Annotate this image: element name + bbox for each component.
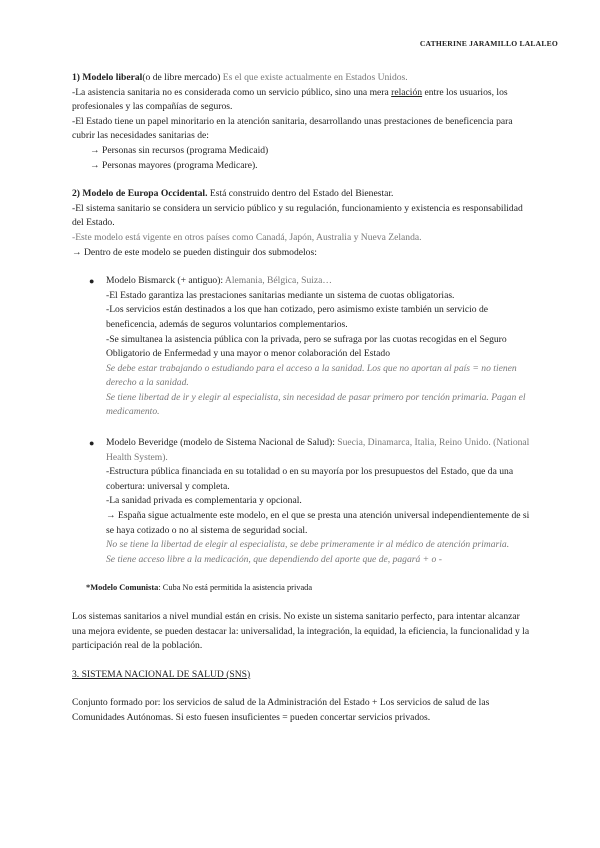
beveridge-title-text: Modelo Beveridge (modelo de Sistema Nacional de Salud):	[106, 437, 338, 449]
beveridge-line-3: → España sigue actualmente este modelo, en el que se presta una atención universal independientemente de si se haya cotizado o no al sistema de seguridad social.	[106, 510, 530, 536]
bismarck-line-3: -Se simultanea la asistencia pública con la privada, pero se sufraga por las cuotas recogidas en el Seguro Obligatorio de Enfermedad y una mayor o menor colaboración del Estado	[106, 333, 507, 360]
section-2-line-2: -Este modelo está vigente en otros países como Canadá, Japón, Australia y Nueva Zelanda.	[72, 231, 422, 243]
section-1-line-1-a: -La asistencia sanitaria no es considerada como un servicio público, sino una mera	[72, 86, 392, 98]
section-2-line-3: → Dentro de este modelo se pueden distinguir dos submodelos:	[72, 246, 317, 258]
bismarck-line-1: -El Estado garantiza las prestaciones sanitarias mediante un sistema de cuotas obligatorias.	[106, 289, 455, 301]
communist-model-label: *Modelo Comunista	[86, 583, 159, 593]
beveridge-line-1: -Estructura pública financiada en su totalidad o en su mayoría por los presupuestos del Estado, que da una cobertura: universal y completa.	[106, 466, 514, 492]
beveridge-countries: Suecia, Dinamarca, Italia, Reino Unido. (National Health System).	[106, 437, 530, 463]
document-body	[72, 71, 530, 726]
section-3-body: Conjunto formado por: los servicios de salud de la Administración del Estado + Los servicios de salud de las Comunidades Autónomas. Si esto fuesen insuficientes = pueden concertar servicios privados.	[72, 697, 490, 723]
section-2-heading	[72, 187, 530, 202]
beveridge-title	[106, 436, 530, 465]
bullet-icon: ●	[89, 438, 95, 449]
communist-model-text: : Cuba No está permitida la asistencia privada	[158, 583, 313, 593]
section-1-title: 1) Modelo liberal	[72, 72, 143, 83]
section-1-arrow-1: → Personas sin recursos (programa Medicaid)	[90, 144, 269, 156]
section-1-title-grey: Es el que existe actualmente en Estados Unidos.	[222, 72, 408, 83]
section-2-title-rest: Está construido dentro del Estado del Bienestar.	[207, 188, 394, 200]
section-2-line-1: -El sistema sanitario se considera un servicio público y su regulación, funcionamiento y existencia es responsabilidad del Estado.	[72, 202, 523, 229]
bismarck-note-2: Se tiene libertad de ir y elegir al especialista, sin necesidad de pasar primero por tención primaria. Pagan el medicamento.	[106, 391, 526, 418]
beveridge-note-1: No se tiene la libertad de elegir al especialista, se debe primeramente ir al médico de atención primaria.	[106, 539, 510, 551]
section-2-title: 2) Modelo de Europa Occidental.	[72, 188, 208, 200]
bismarck-bullet	[72, 274, 530, 420]
communist-model-note	[72, 581, 530, 596]
section-1-arrow-2: → Personas mayores (programa Medicare).	[90, 159, 258, 171]
beveridge-line-2: -La sanidad privada es complementaria y opcional.	[106, 495, 302, 507]
section-1-title-rest: (o de libre mercado)	[142, 72, 221, 83]
section-1-heading	[72, 71, 530, 86]
bismarck-line-2: -Los servicios están destinados a los que han cotizado, pero asimismo existe también un servicio de beneficencia, además de seguros voluntarios complementarios.	[106, 304, 489, 330]
section-1-line-1	[72, 86, 530, 115]
bismarck-countries: Alemania, Bélgica, Suiza…	[224, 275, 333, 287]
beveridge-bullet	[72, 436, 530, 567]
section-1-line-2: -El Estado tiene un papel minoritario en la atención sanitaria, desarrollando unas prestaciones de beneficencia para cubrir las necesidades sanitarias de:	[72, 115, 513, 142]
section-1-line-1-underlined: relación	[391, 86, 423, 98]
crisis-paragraph: Los sistemas sanitarios a nivel mundial están en crisis. No existe un sistema sanitario perfecto, para intentar alcanzar una mejora evidente, se pueden destacar la: universalidad, la integración, la equidad, la eficiencia, la funcionalidad y la participación real de la población.	[72, 611, 530, 652]
beveridge-note-2: Se tiene acceso libre a la medicación, que dependiendo del aporte que de, pagará + o -	[106, 553, 442, 565]
section-1-line-1-b: entre los usuarios, los profesionales y las compañías de seguros.	[72, 86, 508, 113]
bismarck-note-1: Se debe estar trabajando o estudiando para el acceso a la sanidad. Los que no aportan al país = no tienen derecho a la sanidad.	[106, 362, 517, 389]
bullet-icon: ●	[89, 276, 95, 287]
section-3-title: 3. SISTEMA NACIONAL DE SALUD (SNS)	[72, 668, 251, 680]
bismarck-title	[106, 274, 530, 289]
author-header: CATHERINE JARAMILLO LALALEO	[419, 39, 558, 48]
bismarck-title-text: Modelo Bismarck (+ antiguo):	[106, 275, 225, 287]
